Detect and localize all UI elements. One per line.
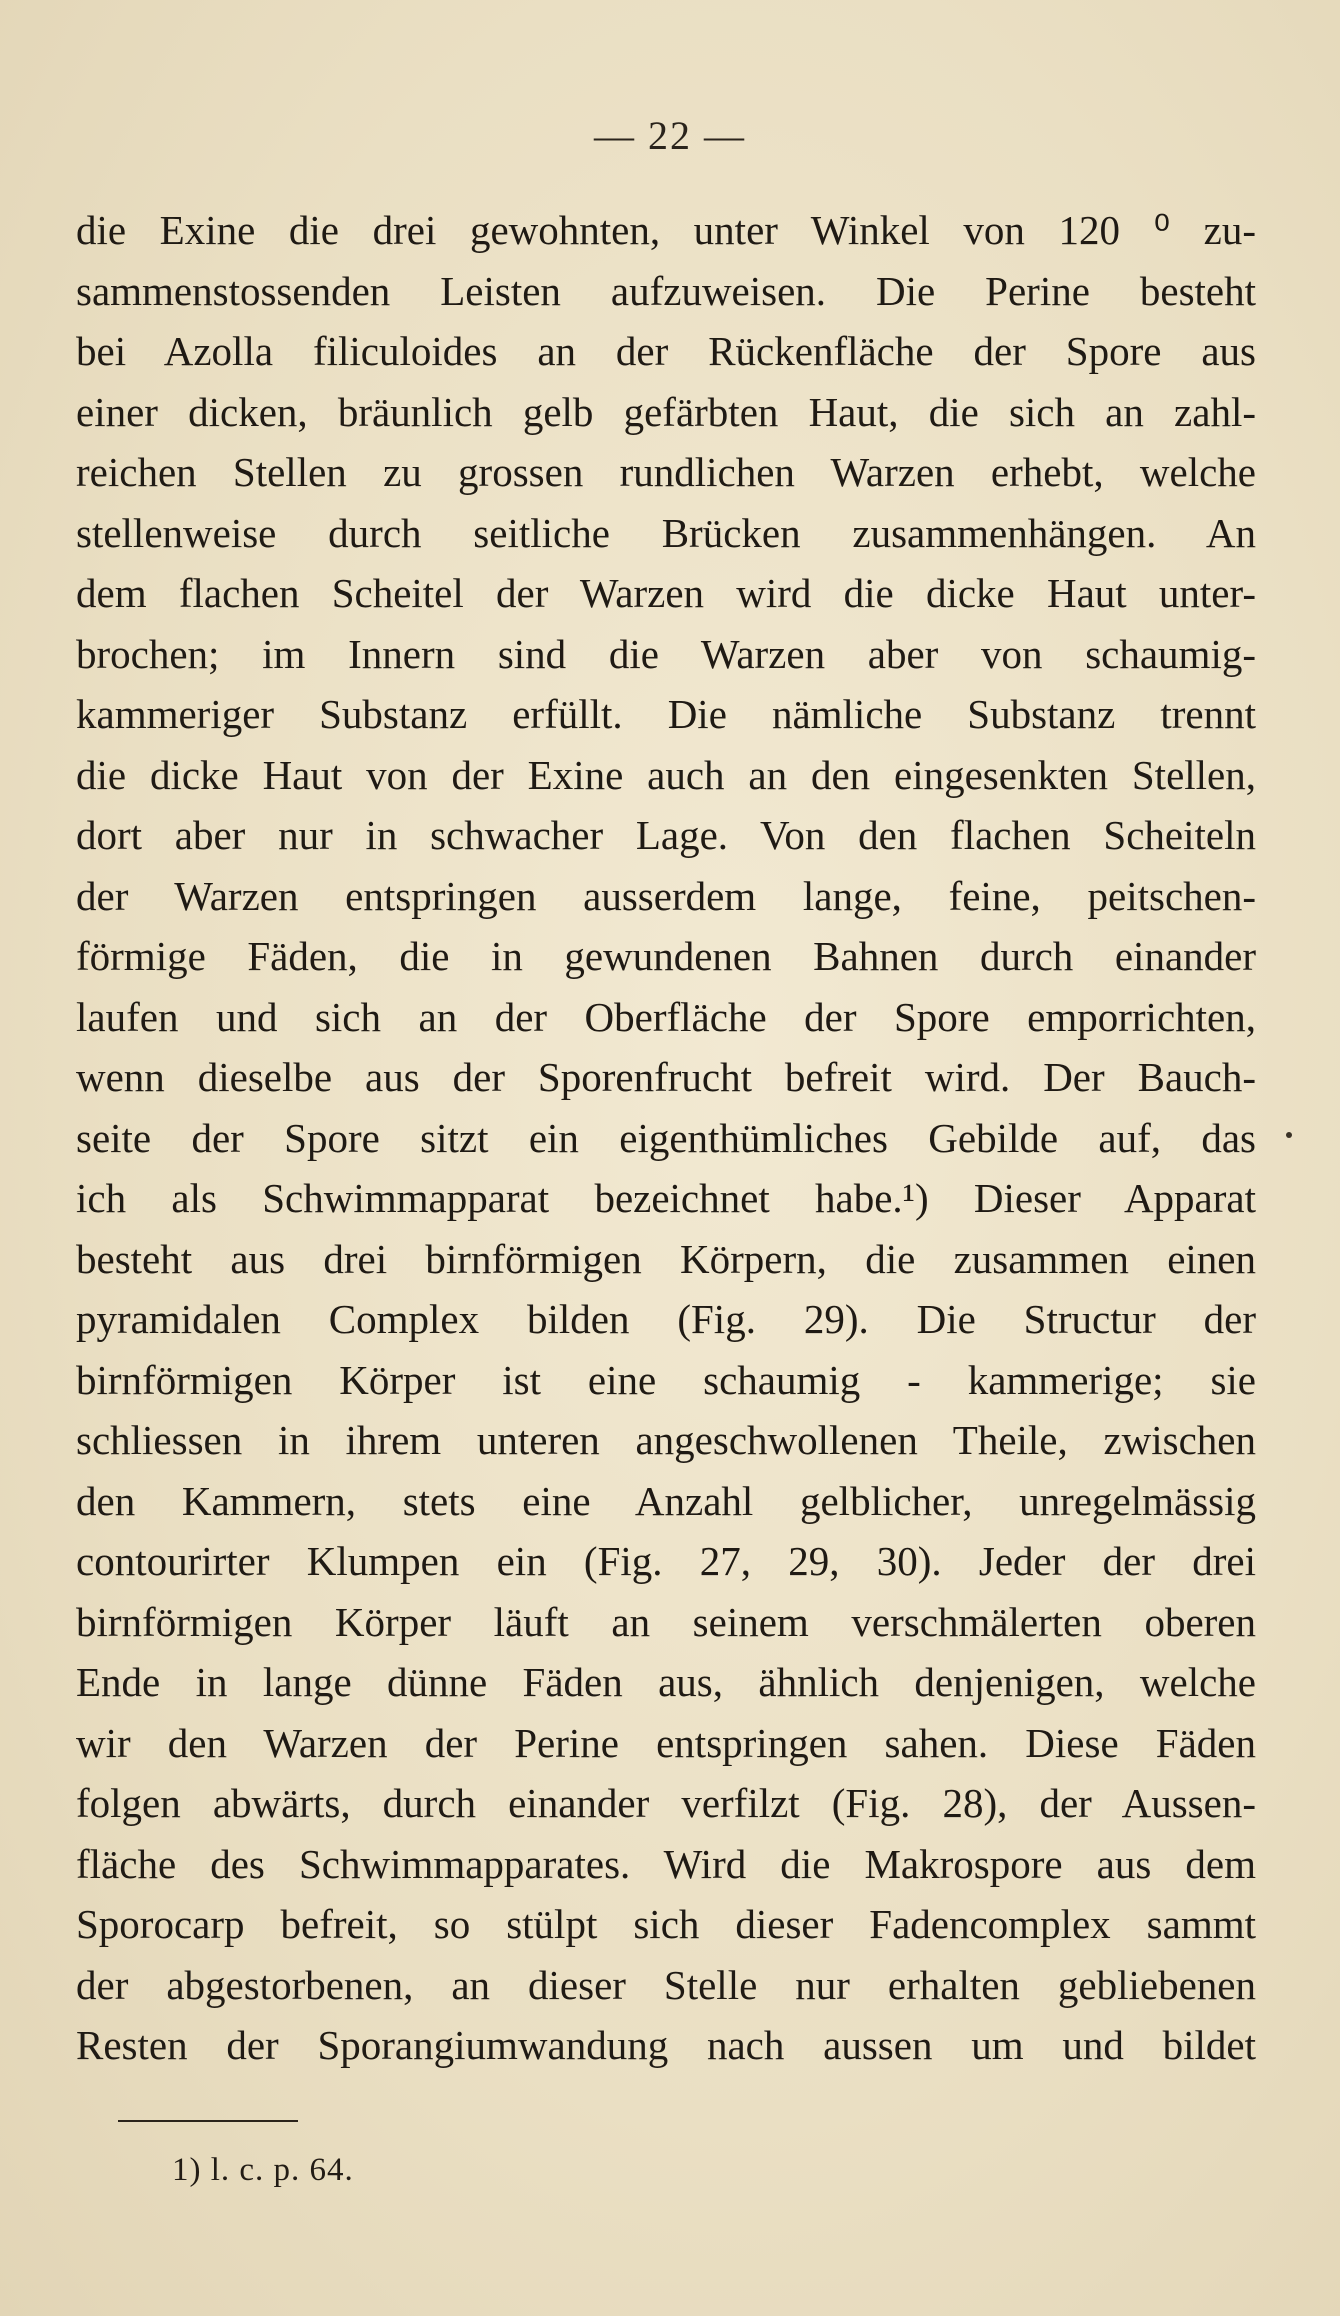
text-line: birnförmigen Körper ist eine schaumig - kammerige; sie (76, 1356, 1256, 1403)
text-line: der abgestorbenen, an dieser Stelle nur erhalten gebliebenen (76, 1961, 1256, 2008)
text-line: förmige Fäden, die in gewundenen Bahnen durch einander (76, 933, 1256, 979)
page-number: — 22 — (594, 113, 746, 158)
text-line: contourirter Klumpen ein (Fig. 27, 29, 30). Jeder der drei (76, 1538, 1256, 1584)
text-line: die dicke Haut von der Exine auch an den eingesenkten Stellen, (76, 751, 1256, 798)
text-line: fläche des Schwimmapparates. Wird die Makrospore aus dem (76, 1840, 1256, 1887)
text-line: wenn dieselbe aus der Sporenfrucht befreit wird. Der Bauch- (76, 1054, 1256, 1100)
text-line: dem flachen Scheitel der Warzen wird die dicke Haut unter- (76, 570, 1256, 616)
footnote-divider (118, 2120, 298, 2122)
text-line: stellenweise durch seitliche Brücken zusammenhängen. An (76, 509, 1256, 556)
text-line: sammenstossenden Leisten aufzuweisen. Die Perine besteht (76, 267, 1256, 314)
text-line: bei Azolla filiculoides an der Rückenfläche der Spore aus (76, 328, 1256, 374)
text-line: kammeriger Substanz erfüllt. Die nämliche Substanz trennt (76, 691, 1256, 737)
text-line: dort aber nur in schwacher Lage. Von den flachen Scheiteln (76, 812, 1256, 858)
margin-speck (1286, 1132, 1292, 1138)
footnote: 1) l. c. p. 64. (172, 2152, 354, 2188)
text-line: Sporocarp befreit, so stülpt sich dieser Fadencomplex sammt (76, 1901, 1256, 1947)
text-line: die Exine die drei gewohnten, unter Winkel von 120 ⁰ zu- (76, 207, 1256, 253)
text-line: folgen abwärts, durch einander verfilzt (Fig. 28), der Aussen- (76, 1780, 1256, 1826)
text-line: einer dicken, bräunlich gelb gefärbten Haut, die sich an zahl- (76, 388, 1256, 435)
text-line: brochen; im Innern sind die Warzen aber von schaumig- (76, 630, 1256, 677)
body-text (76, 200, 1256, 2076)
text-line: den Kammern, stets eine Anzahl gelblicher, unregelmässig (76, 1477, 1256, 1524)
text-line: der Warzen entspringen ausserdem lange, feine, peitschen- (76, 872, 1256, 919)
text-line: wir den Warzen der Perine entspringen sahen. Diese Fäden (76, 1719, 1256, 1766)
text-line: Resten der Sporangiumwandung nach aussen um und bildet (76, 2022, 1256, 2068)
text-line: seite der Spore sitzt ein eigenthümliches Gebilde auf, das (76, 1114, 1256, 1161)
text-line: ich als Schwimmapparat bezeichnet habe.¹) Dieser Apparat (76, 1175, 1256, 1221)
text-line: reichen Stellen zu grossen rundlichen Warzen erhebt, welche (76, 449, 1256, 495)
text-line: pyramidalen Complex bilden (Fig. 29). Die Structur der (76, 1296, 1256, 1342)
text-line: birnförmigen Körper läuft an seinem verschmälerten oberen (76, 1598, 1256, 1645)
text-line: besteht aus drei birnförmigen Körpern, die zusammen einen (76, 1235, 1256, 1282)
text-line: schliessen in ihrem unteren angeschwollenen Theile, zwischen (76, 1417, 1256, 1463)
text-line: laufen und sich an der Oberfläche der Spore emporrichten, (76, 993, 1256, 1040)
text-line: Ende in lange dünne Fäden aus, ähnlich denjenigen, welche (76, 1659, 1256, 1705)
